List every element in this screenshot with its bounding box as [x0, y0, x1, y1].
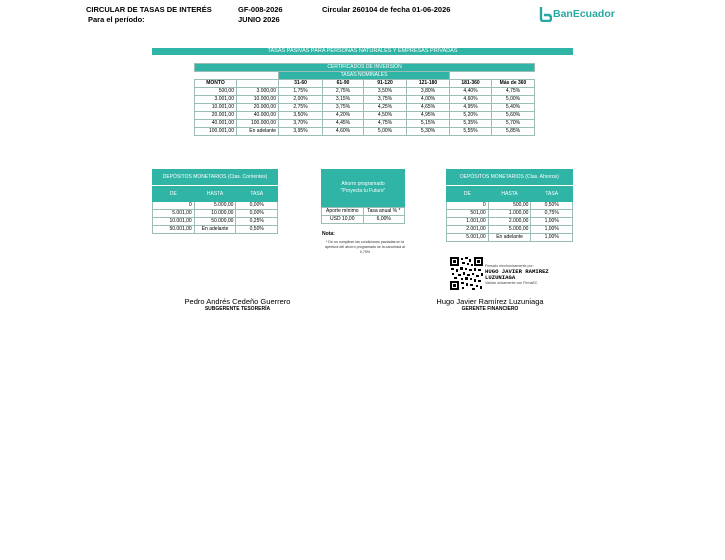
- table-row: 1.001,00 2.000,00 1,00%: [447, 218, 573, 226]
- logo-icon: [538, 6, 552, 22]
- table-row: 10.001,00 50.000,00 0,25%: [153, 218, 278, 226]
- qr-code-icon: [450, 257, 483, 290]
- monetary-deposits-title: DEPÓSITOS MONETARIOS (Ctas. Corrientes): [152, 169, 278, 185]
- document-code: GF-008-2026: [238, 5, 283, 14]
- circular-title: CIRCULAR DE TASAS DE INTERÉS: [86, 5, 212, 14]
- certificates-title: CERTIFICADOS DE INVERSIÓN: [195, 64, 535, 72]
- digital-signature: [485, 264, 555, 285]
- term-header: 121-180: [407, 80, 450, 88]
- term-header: 91-120: [364, 80, 407, 88]
- term-header: 31-60: [279, 80, 323, 88]
- circular-reference: Circular 260104 de fecha 01-06-2026: [322, 5, 451, 14]
- programmed-savings-panel: [321, 169, 405, 224]
- banecuador-logo: [538, 5, 618, 23]
- table-row: 2.001,00 5.000,00 1,00%: [447, 226, 573, 234]
- right-signer-role: GERENTE FINANCIERO: [461, 306, 519, 312]
- table-row: 500,00 3.000,00 1,75% 2,75% 3,50% 3,80% 4,40% 4,75%: [195, 88, 535, 96]
- certificates-header-row: [195, 80, 535, 88]
- table-row: USD 10,00 6,00%: [322, 216, 405, 224]
- certificates-table: [194, 63, 535, 136]
- digital-signature-caption: Firmado electrónicamente por:: [485, 264, 534, 268]
- term-header: Más de 360: [492, 80, 535, 88]
- table-row: 5.001,00 10.000,00 0,00%: [153, 210, 278, 218]
- programmed-savings-subtitle: "Proyecta tu Futuro": [340, 188, 386, 194]
- logo-text: BanEcuador: [553, 8, 615, 20]
- monetary-deposits-panel: [152, 169, 278, 234]
- monetary-deposits-table: DE HASTA TASA 0 5.000,00 0,00% 5.001,00 10.000,00 0,00% 10.001,00 50.000,00 0,25% 50.001,00 En adelante 0,50%: [152, 186, 278, 234]
- table-row: 501,00 1.000,00 0,75%: [447, 210, 573, 218]
- programmed-savings-header: [321, 169, 405, 207]
- period-label: Para el período:: [88, 15, 145, 24]
- table-row: 50.001,00 En adelante 0,50%: [153, 226, 278, 234]
- left-signer-role: SUBGERENTE TESORERÍA: [204, 306, 271, 312]
- programmed-savings-title: Ahorro programado: [341, 181, 385, 187]
- programmed-savings-table: Aporte mínimo Tasa anual % * USD 10,00 6,00%: [321, 207, 405, 224]
- table-row: 20.001,00 40.000,00 3,50% 4,20% 4,50% 4,95% 5,20% 5,60%: [195, 112, 535, 120]
- table-row: 5.001,00 En adelante 1,00%: [447, 234, 573, 242]
- table-row: 3.001,00 10.000,00 2,00% 3,15% 3,75% 4,00% 4,60% 5,00%: [195, 96, 535, 104]
- table-row: 40.001,00 100.000,00 3,70% 4,45% 4,75% 5,15% 5,35% 5,70%: [195, 120, 535, 128]
- term-header: 181-360: [450, 80, 492, 88]
- rates-banner: TASAS PASIVAS PARA PERSONAS NATURALES Y EMPRESAS PRIVADAS: [152, 48, 573, 55]
- digital-signature-validation: Validar únicamente con FirmaEC: [485, 280, 538, 285]
- right-signer-name: Hugo Javier Ramírez Luzuniaga: [436, 297, 544, 306]
- table-row: 100.001,00 En adelante 3,95% 4,60% 5,00% 5,30% 5,55% 5,85%: [195, 128, 535, 136]
- savings-deposits-panel: [446, 169, 573, 242]
- digital-signature-name: HUGO JAVIER RAMIREZ LUZUNIAGA: [485, 267, 549, 281]
- monto-header: MONTO: [195, 80, 237, 88]
- table-row: 10.001,00 20.000,00 2,75% 3,75% 4,25% 4,65% 4,95% 5,40%: [195, 104, 535, 112]
- certificates-subtitle: TASAS NOMINALES: [279, 72, 450, 80]
- note-title: Nota:: [322, 231, 335, 237]
- savings-deposits-title: DEPÓSITOS MONETARIOS (Ctas. Ahorros): [446, 169, 573, 185]
- table-row: 0 5.000,00 0,00%: [153, 202, 278, 210]
- period-month: JUNIO 2026: [238, 15, 280, 24]
- term-header: 61-90: [323, 80, 364, 88]
- table-row: 0 500,00 0,50%: [447, 202, 573, 210]
- left-signer-name: Pedro Andrés Cedeño Guerrero: [184, 297, 291, 306]
- note-text: * De no cumplirse las condiciones pactadas en la apertura del ahorro programado se la cancelará al 0,75%: [325, 240, 405, 254]
- savings-deposits-table: DE HASTA TASA 0 500,00 0,50% 501,00 1.000,00 0,75% 1.001,00 2.000,00 1,00% 2.001,00 5.000,00 1,00% 5.001,00 En adelante 1,00%: [446, 186, 573, 242]
